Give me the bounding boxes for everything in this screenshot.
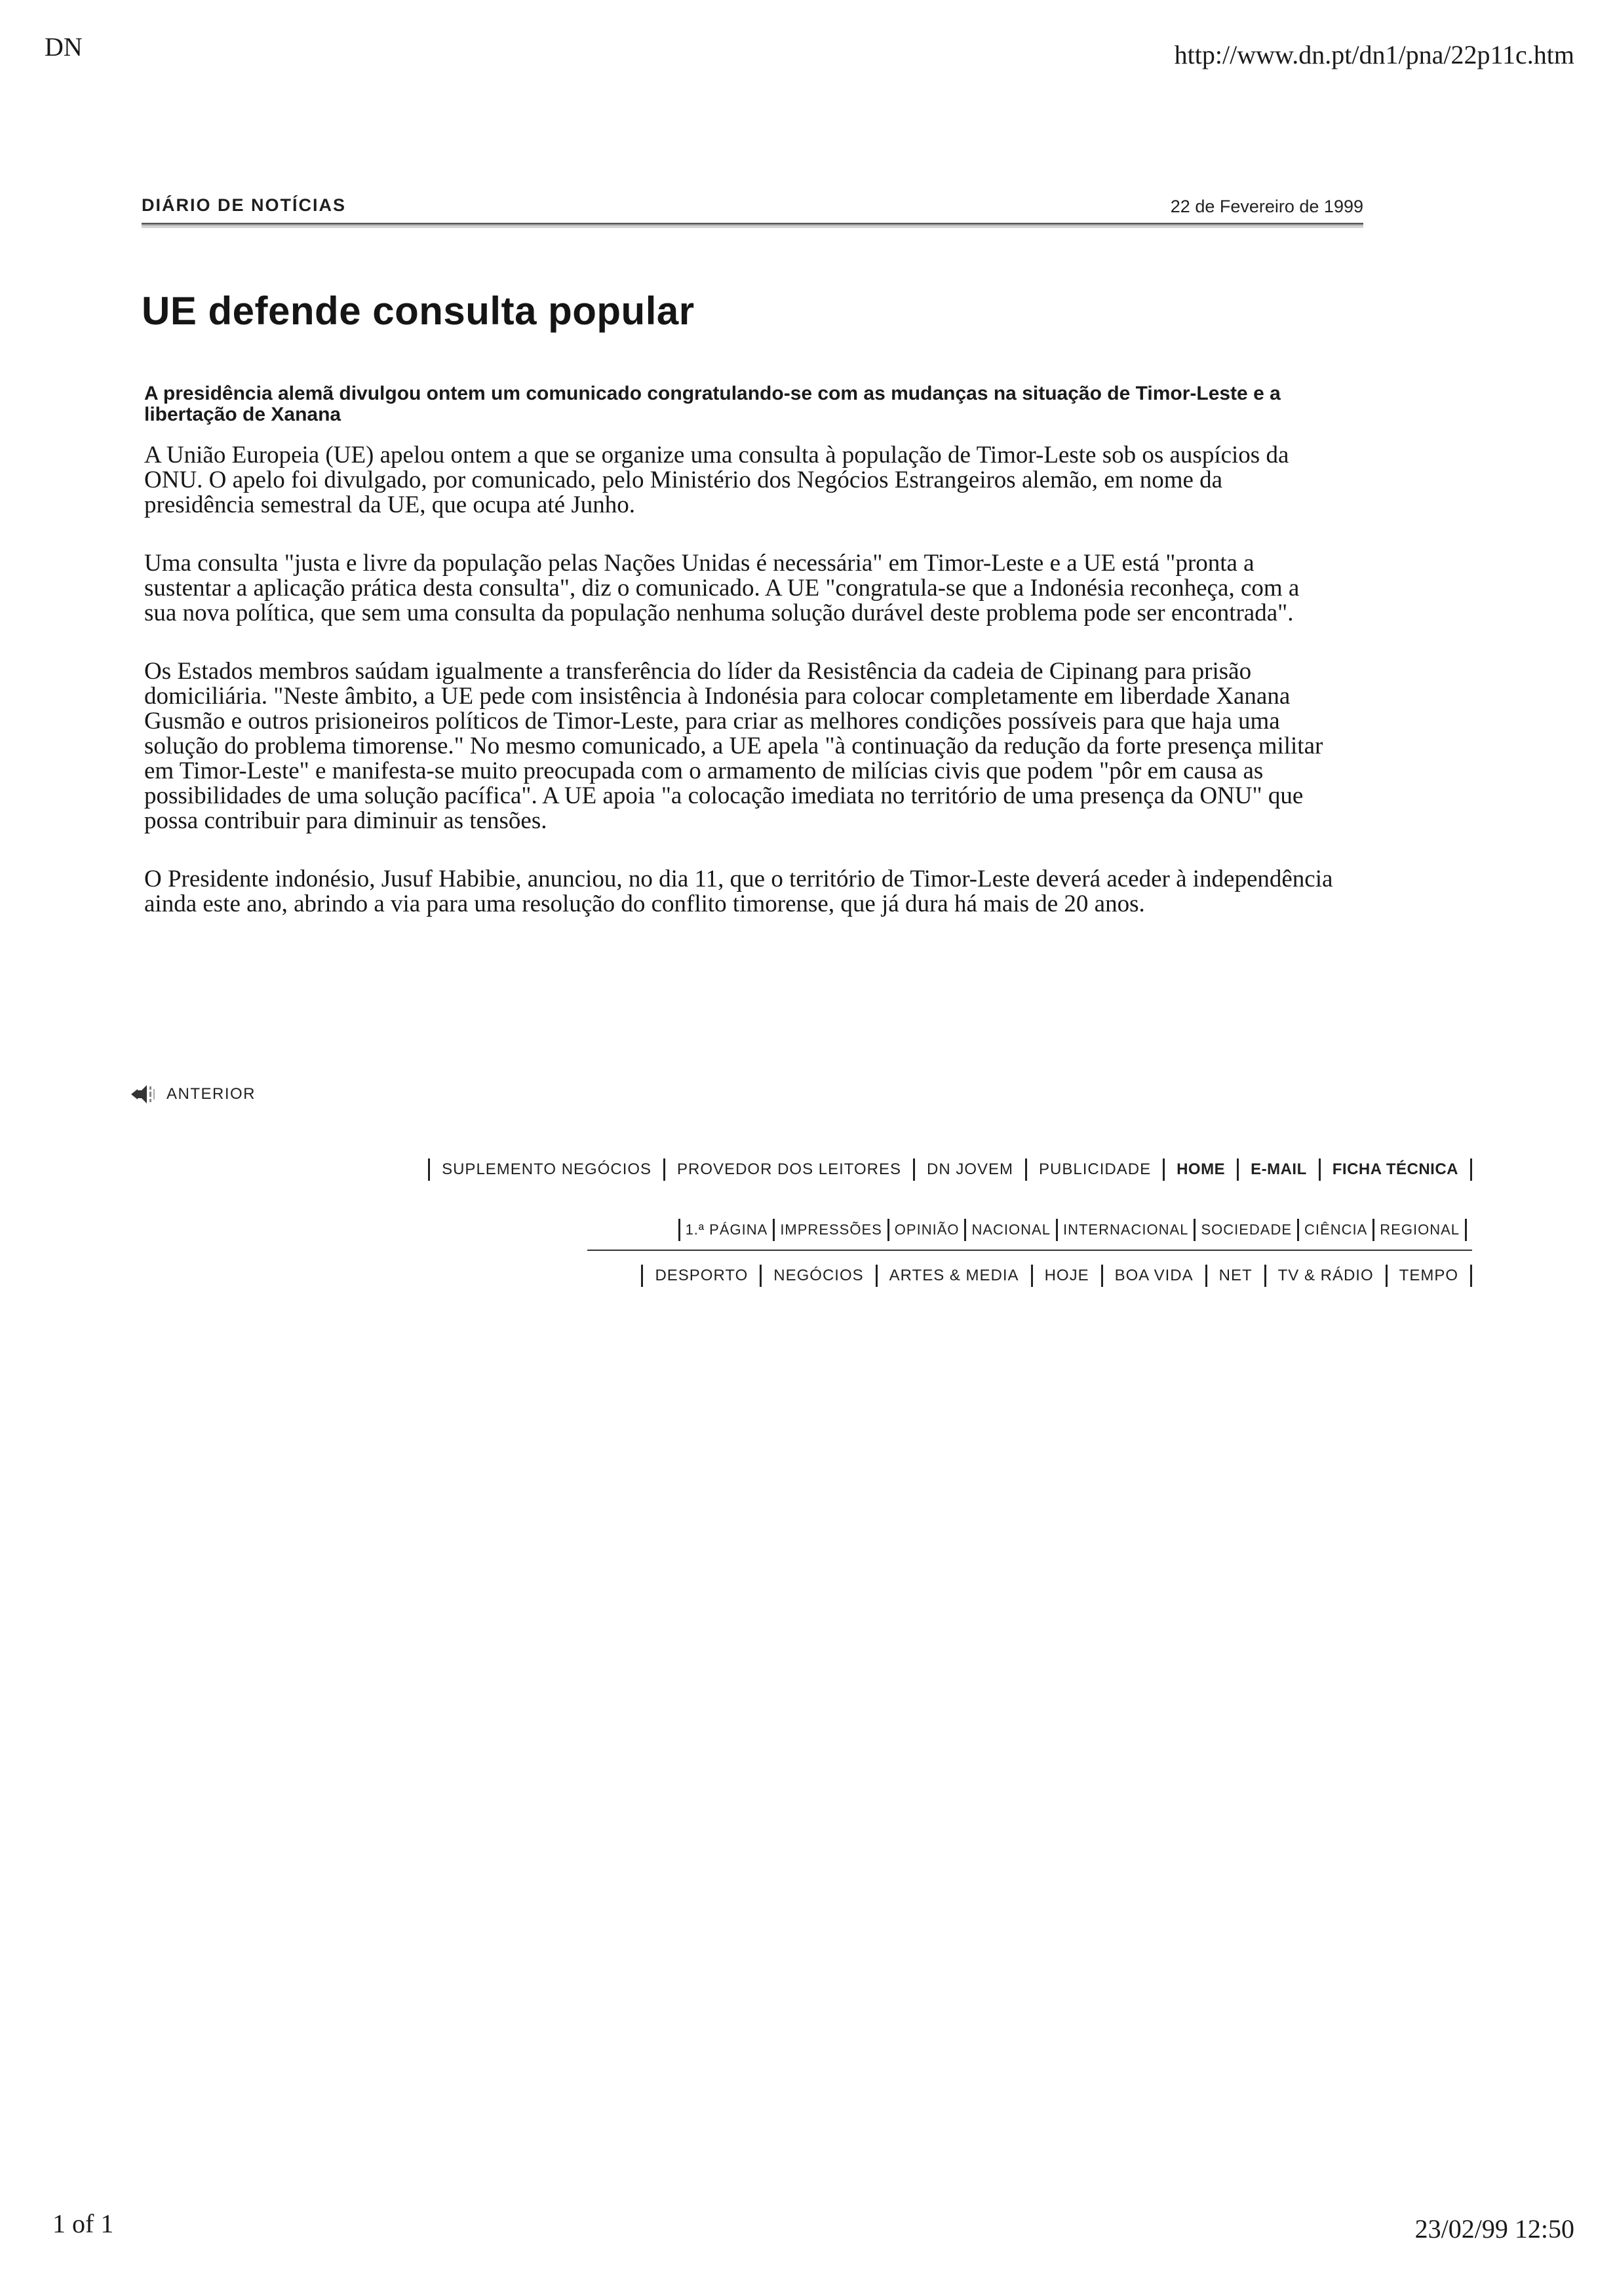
nav-ficha-tecnica[interactable]: FICHA TÉCNICA [1332,1160,1458,1178]
speaker-back-icon [130,1082,160,1106]
nav-email[interactable]: E-MAIL [1251,1160,1307,1178]
nav-boa-vida[interactable]: BOA VIDA [1114,1267,1194,1284]
nav-publicidade[interactable]: PUBLICIDADE [1039,1160,1152,1178]
nav-separator [1101,1265,1103,1287]
site-nav-primary [428,1158,1472,1181]
nav-separator [428,1158,430,1181]
nav-separator [876,1265,878,1287]
nav-separator [1031,1265,1033,1287]
article-paragraph: A União Europeia (UE) apelou ontem a que se organize uma consulta à população de Timor-Leste sob os auspícios da ONU. O apelo foi divulgado, por comunicado, pelo Ministério dos Negócios Estrangeiros alemão, em nome da presidência semestral da UE, que ocupa até Junho. [144,442,1289,518]
article-paragraph: O Presidente indonésio, Jusuf Habibie, anunciou, no dia 11, que o território de Timor-Leste deverá aceder à independência ainda este ano, abrindo a via para uma resolução do conflito timorense, que já dura há mais de 20 anos. [144,866,1333,917]
nav-separator [1194,1219,1196,1241]
nav-hoje[interactable]: HOJE [1044,1267,1089,1284]
nav-home[interactable]: HOME [1177,1160,1226,1178]
nav-separator [1205,1265,1207,1287]
article-body [144,443,1337,950]
article-title: UE defende consulta popular [142,289,695,333]
nav-separator [1264,1265,1266,1287]
nav-nacional[interactable]: NACIONAL [971,1221,1051,1238]
nav-separator [887,1219,889,1241]
nav-separator [1465,1219,1467,1241]
nav-separator [773,1219,775,1241]
nav-primeira-pagina[interactable]: 1.ª PÁGINA [685,1221,768,1238]
article-paragraph: Os Estados membros saúdam igualmente a transferência do líder da Resistência da cadeia de Cipinang para prisão domiciliária. "Neste âmbito, a UE pede com insistência à Indonésia para colocar completamente em liberdade Xanana Gusmão e outros prisioneiros políticos de Timor-Leste, para criar as melhores condições possíveis para que haja uma solução do problema timorense." No mesmo comunicado, a UE apela "à continuação da redução da forte presença militar em Timor-Leste" e manifesta-se muito preocupada com o armamento de milícias civis que podem "pôr em causa as possibilidades de uma solução pacífica". A UE apoia "a colocação imediata no território de uma presença da ONU" que possa contribuir para diminuir as tensões. [144,658,1323,834]
nav-tv-radio[interactable]: TV & RÁDIO [1277,1267,1374,1284]
site-nav-sections [678,1219,1472,1241]
nav-net[interactable]: NET [1218,1267,1253,1284]
nav-separator [1386,1265,1388,1287]
nav-separator [1056,1219,1058,1241]
nav-separator [1470,1265,1472,1287]
nav-dn-jovem[interactable]: DN JOVEM [927,1160,1014,1178]
masthead-divider [142,223,1363,228]
nav-separator [964,1219,966,1241]
nav-regional[interactable]: REGIONAL [1380,1221,1460,1238]
nav-separator [760,1265,762,1287]
nav-ciencia[interactable]: CIÊNCIA [1304,1221,1368,1238]
print-page-count: 1 of 1 [52,2209,114,2238]
nav-separator [663,1158,665,1181]
masthead [142,194,1363,227]
nav-separator [1297,1219,1299,1241]
nav-impressoes[interactable]: IMPRESSÕES [780,1221,882,1238]
nav-separator [678,1219,680,1241]
print-header-url: http://www.dn.pt/dn1/pna/22p11c.htm [1174,40,1574,69]
nav-sociedade[interactable]: SOCIEDADE [1201,1221,1293,1238]
nav-provedor-leitores[interactable]: PROVEDOR DOS LEITORES [677,1160,902,1178]
nav-separator [1163,1158,1165,1181]
nav-artes-media[interactable]: ARTES & MEDIA [889,1267,1019,1284]
nav-separator [913,1158,915,1181]
article-paragraph: Uma consulta "justa e livre da população pelas Nações Unidas é necessária" em Timor-Leste e a UE está "pronta a sustentar a aplicação prática desta consulta", diz o comunicado. A UE "congratula-se que a Indonésia reconheça, com a sua nova política, que sem uma consulta da população nenhuma solução durável deste problema pode ser encontrada". [144,550,1300,626]
nav-opiniao[interactable]: OPINIÃO [894,1221,960,1238]
publication-date: 22 de Fevereiro de 1999 [1170,197,1363,216]
print-header-label: DN [45,32,83,62]
nav-separator [1319,1158,1321,1181]
article-lead: A presidência alemã divulgou ontem um comunicado congratulando-se com as mudanças na situação de Timor-Leste e a libertação de Xanana [144,383,1281,425]
nav-separator [1237,1158,1239,1181]
print-timestamp: 23/02/99 12:50 [1414,2214,1574,2244]
nav-separator [1372,1219,1374,1241]
back-link[interactable] [130,1082,256,1106]
nav-separator [1025,1158,1027,1181]
nav-desporto[interactable]: DESPORTO [655,1267,749,1284]
back-link-label: ANTERIOR [166,1085,256,1103]
nav-suplemento-negocios[interactable]: SUPLEMENTO NEGÓCIOS [442,1160,652,1178]
nav-divider [587,1250,1472,1251]
nav-negocios[interactable]: NEGÓCIOS [773,1267,864,1284]
nav-tempo[interactable]: TEMPO [1399,1267,1458,1284]
nav-internacional[interactable]: INTERNACIONAL [1062,1221,1189,1238]
site-nav-more-sections [641,1265,1472,1287]
nav-separator [1470,1158,1472,1181]
newspaper-logo: DIÁRIO DE NOTÍCIAS [142,195,347,215]
nav-separator [641,1265,643,1287]
